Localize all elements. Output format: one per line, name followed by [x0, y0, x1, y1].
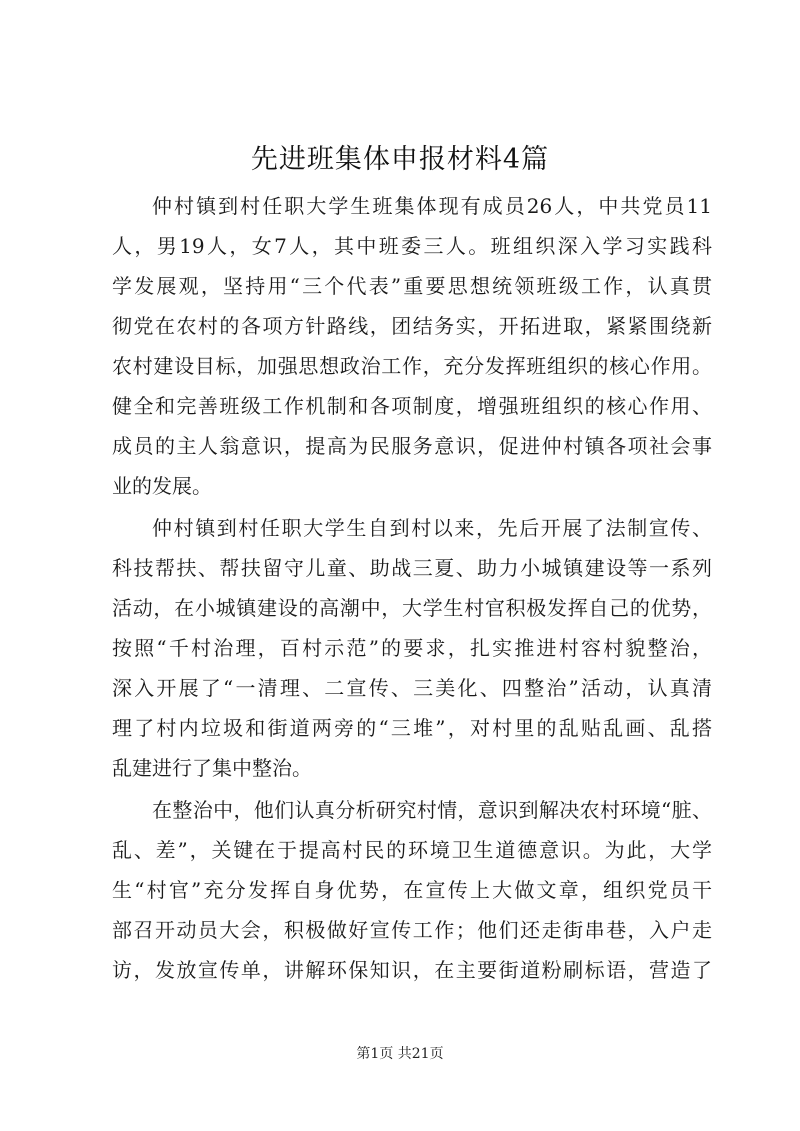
paragraph-line: 农村建设目标，加强思想政治工作，充分发挥班组织的核心作用。: [112, 354, 712, 378]
paragraph-line: 仲村镇到村任职大学生班集体现有成员26人，中共党员11: [152, 194, 712, 218]
paragraph-line: 理了村内垃圾和街道两旁的“三堆”，对村里的乱贴乱画、乱搭: [112, 716, 712, 740]
paragraph-line: 业的发展。: [112, 474, 212, 498]
paragraph-line: 访，发放宣传单，讲解环保知识，在主要街道粉刷标语，营造了: [112, 958, 712, 982]
paragraph-line: 部召开动员大会，积极做好宣传工作；他们还走街串巷，入户走: [112, 918, 712, 942]
paragraph-line: 按照“千村治理，百村示范”的要求，扎实推进村容村貌整治，: [112, 636, 712, 660]
paragraph-line: 仲村镇到村任职大学生自到村以来，先后开展了法制宣传、: [152, 516, 712, 540]
paragraph-line: 在整治中，他们认真分析研究村情，意识到解决农村环境“脏、: [152, 798, 712, 822]
paragraph-line: 乱、差”，关键在于提高村民的环境卫生道德意识。为此，大学: [112, 838, 712, 862]
paragraph-line: 健全和完善班级工作机制和各项制度，增强班组织的核心作用、: [112, 394, 712, 418]
paragraph-line: 彻党在农村的各项方针路线，团结务实，开拓进取，紧紧围绕新: [112, 314, 712, 338]
paragraph-line: 活动，在小城镇建设的高潮中，大学生村官积极发挥自己的优势，: [112, 596, 712, 620]
paragraph-line: 深入开展了“一清理、二宣传、三美化、四整治”活动，认真清: [112, 676, 712, 700]
document-title: 先进班集体申报材料4篇: [250, 144, 550, 175]
paragraph-line: 乱建进行了集中整治。: [112, 756, 312, 780]
paragraph-line: 人，男19人，女7人，其中班委三人。班组织深入学习实践科: [112, 234, 712, 258]
page-number: 第1页 共21页: [356, 1046, 444, 1062]
paragraph-line: 成员的主人翁意识，提高为民服务意识，促进仲村镇各项社会事: [112, 434, 712, 458]
paragraph-line: 科技帮扶、帮扶留守儿童、助战三夏、助力小城镇建设等一系列: [112, 556, 712, 580]
paragraph-line: 学发展观，坚持用“三个代表”重要思想统领班级工作，认真贯: [112, 274, 712, 298]
paragraph-line: 生“村官”充分发挥自身优势，在宣传上大做文章，组织党员干: [112, 878, 712, 902]
